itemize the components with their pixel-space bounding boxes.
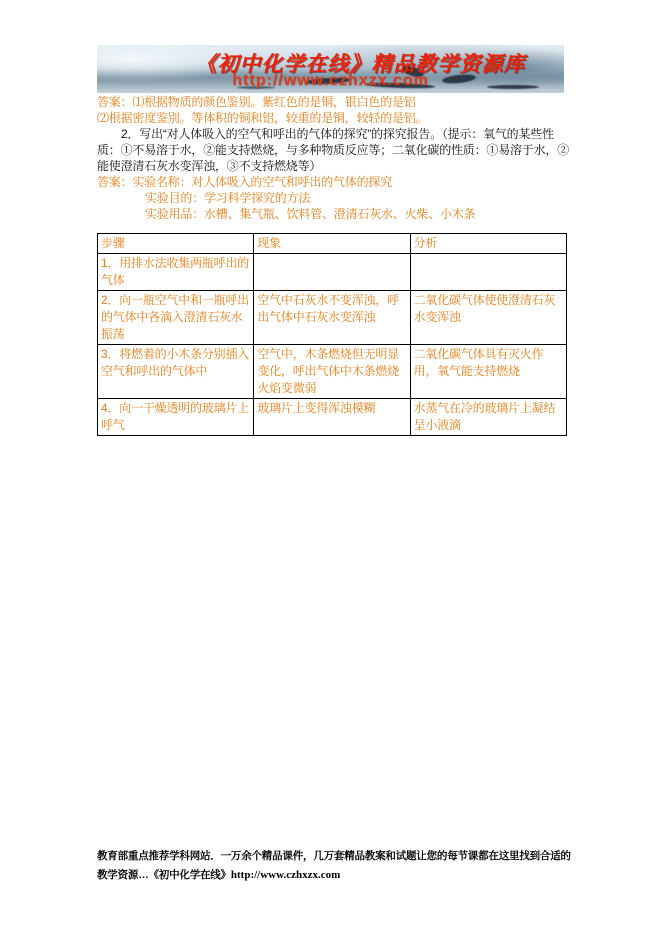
table-cell-phenomenon: 空气中，木条燃烧但无明显变化，呼出气体中木条燃烧火焰变微弱 [254, 345, 410, 399]
answer2-line1: 答案：实验名称：对人体吸入的空气和呼出的气体的探究 [97, 175, 393, 189]
page-footer [97, 847, 577, 885]
answer1-line2: ⑵根据密度鉴别。等体积的铜和铝，较重的是铜，较轻的是铝。 [97, 111, 428, 125]
footer-line1: 教育部重点推荐学科网站．一万余个精品课件，几万套精品教案和试题让您的每节课都在这里找到合适的 [97, 850, 571, 862]
table-cell-step: 1．用排水法收集两瓶呼出的气体 [98, 254, 254, 291]
column-header-phenomenon: 现象 [254, 234, 410, 254]
table-row [98, 399, 567, 436]
footer-line2 [97, 866, 577, 885]
table-cell-step: 4．向一干燥透明的玻璃片上呼气 [98, 399, 254, 436]
site-banner-image [97, 45, 564, 93]
footer-url: http://www.czhxzx.com [230, 869, 341, 881]
document-body [97, 94, 569, 222]
table-cell-phenomenon: 玻璃片上变得浑浊模糊 [254, 399, 410, 436]
table-cell-analysis: 二氧化碳气体具有灭火作用，氧气能支持燃烧 [410, 345, 566, 399]
table-cell-step: 3．将燃着的小木条分别插入空气和呼出的气体中 [98, 345, 254, 399]
question-line1: 2．写出“对人体吸入的空气和呼出的气体的探究”的探究报告。（提示：氧气的某些性 [121, 127, 554, 141]
footer-line2-text: 教学资源…《初中化学在线》 [97, 869, 231, 881]
question-line3: 能使澄清石灰水变浑浊，③不支持燃烧等） [97, 159, 322, 173]
table-cell-analysis [410, 254, 566, 291]
column-header-analysis: 分析 [410, 234, 566, 254]
table-row [98, 254, 567, 291]
table-row [98, 291, 567, 345]
answer1-line1: 答案：⑴根据物质的颜色鉴别。紫红色的是铜，银白色的是铝 [97, 95, 416, 109]
experiment-report-table [97, 233, 567, 436]
banner-title: 《初中化学在线》精品教学资源库 [195, 51, 526, 76]
table-cell-phenomenon: 空气中石灰水不变浑浊，呼出气体中石灰水变浑浊 [254, 291, 410, 345]
table-cell-phenomenon [254, 254, 410, 291]
answer2-line2: 实验目的：学习科学探究的方法 [145, 191, 311, 205]
column-header-step: 步骤 [98, 234, 254, 254]
table-header-row [98, 234, 567, 254]
table-row [98, 345, 567, 399]
answer2-line3: 实验用品：水槽、集气瓶、饮料管、澄清石灰水、火柴、小木条 [145, 207, 476, 221]
table-cell-analysis: 二氧化碳气体使使澄清石灰水变浑浊 [410, 291, 566, 345]
table-cell-step: 2．向一瓶空气中和一瓶呼出的气体中各滴入澄清石灰水振荡 [98, 291, 254, 345]
banner-url: http://www.czhxzx.com [232, 72, 429, 89]
question-line2: 质：①不易溶于水，②能支持燃烧，与多种物质反应等；二氧化碳的性质：①易溶于水，② [97, 143, 570, 157]
table-cell-analysis: 水蒸气在冷的玻璃片上凝结呈小液滴 [410, 399, 566, 436]
